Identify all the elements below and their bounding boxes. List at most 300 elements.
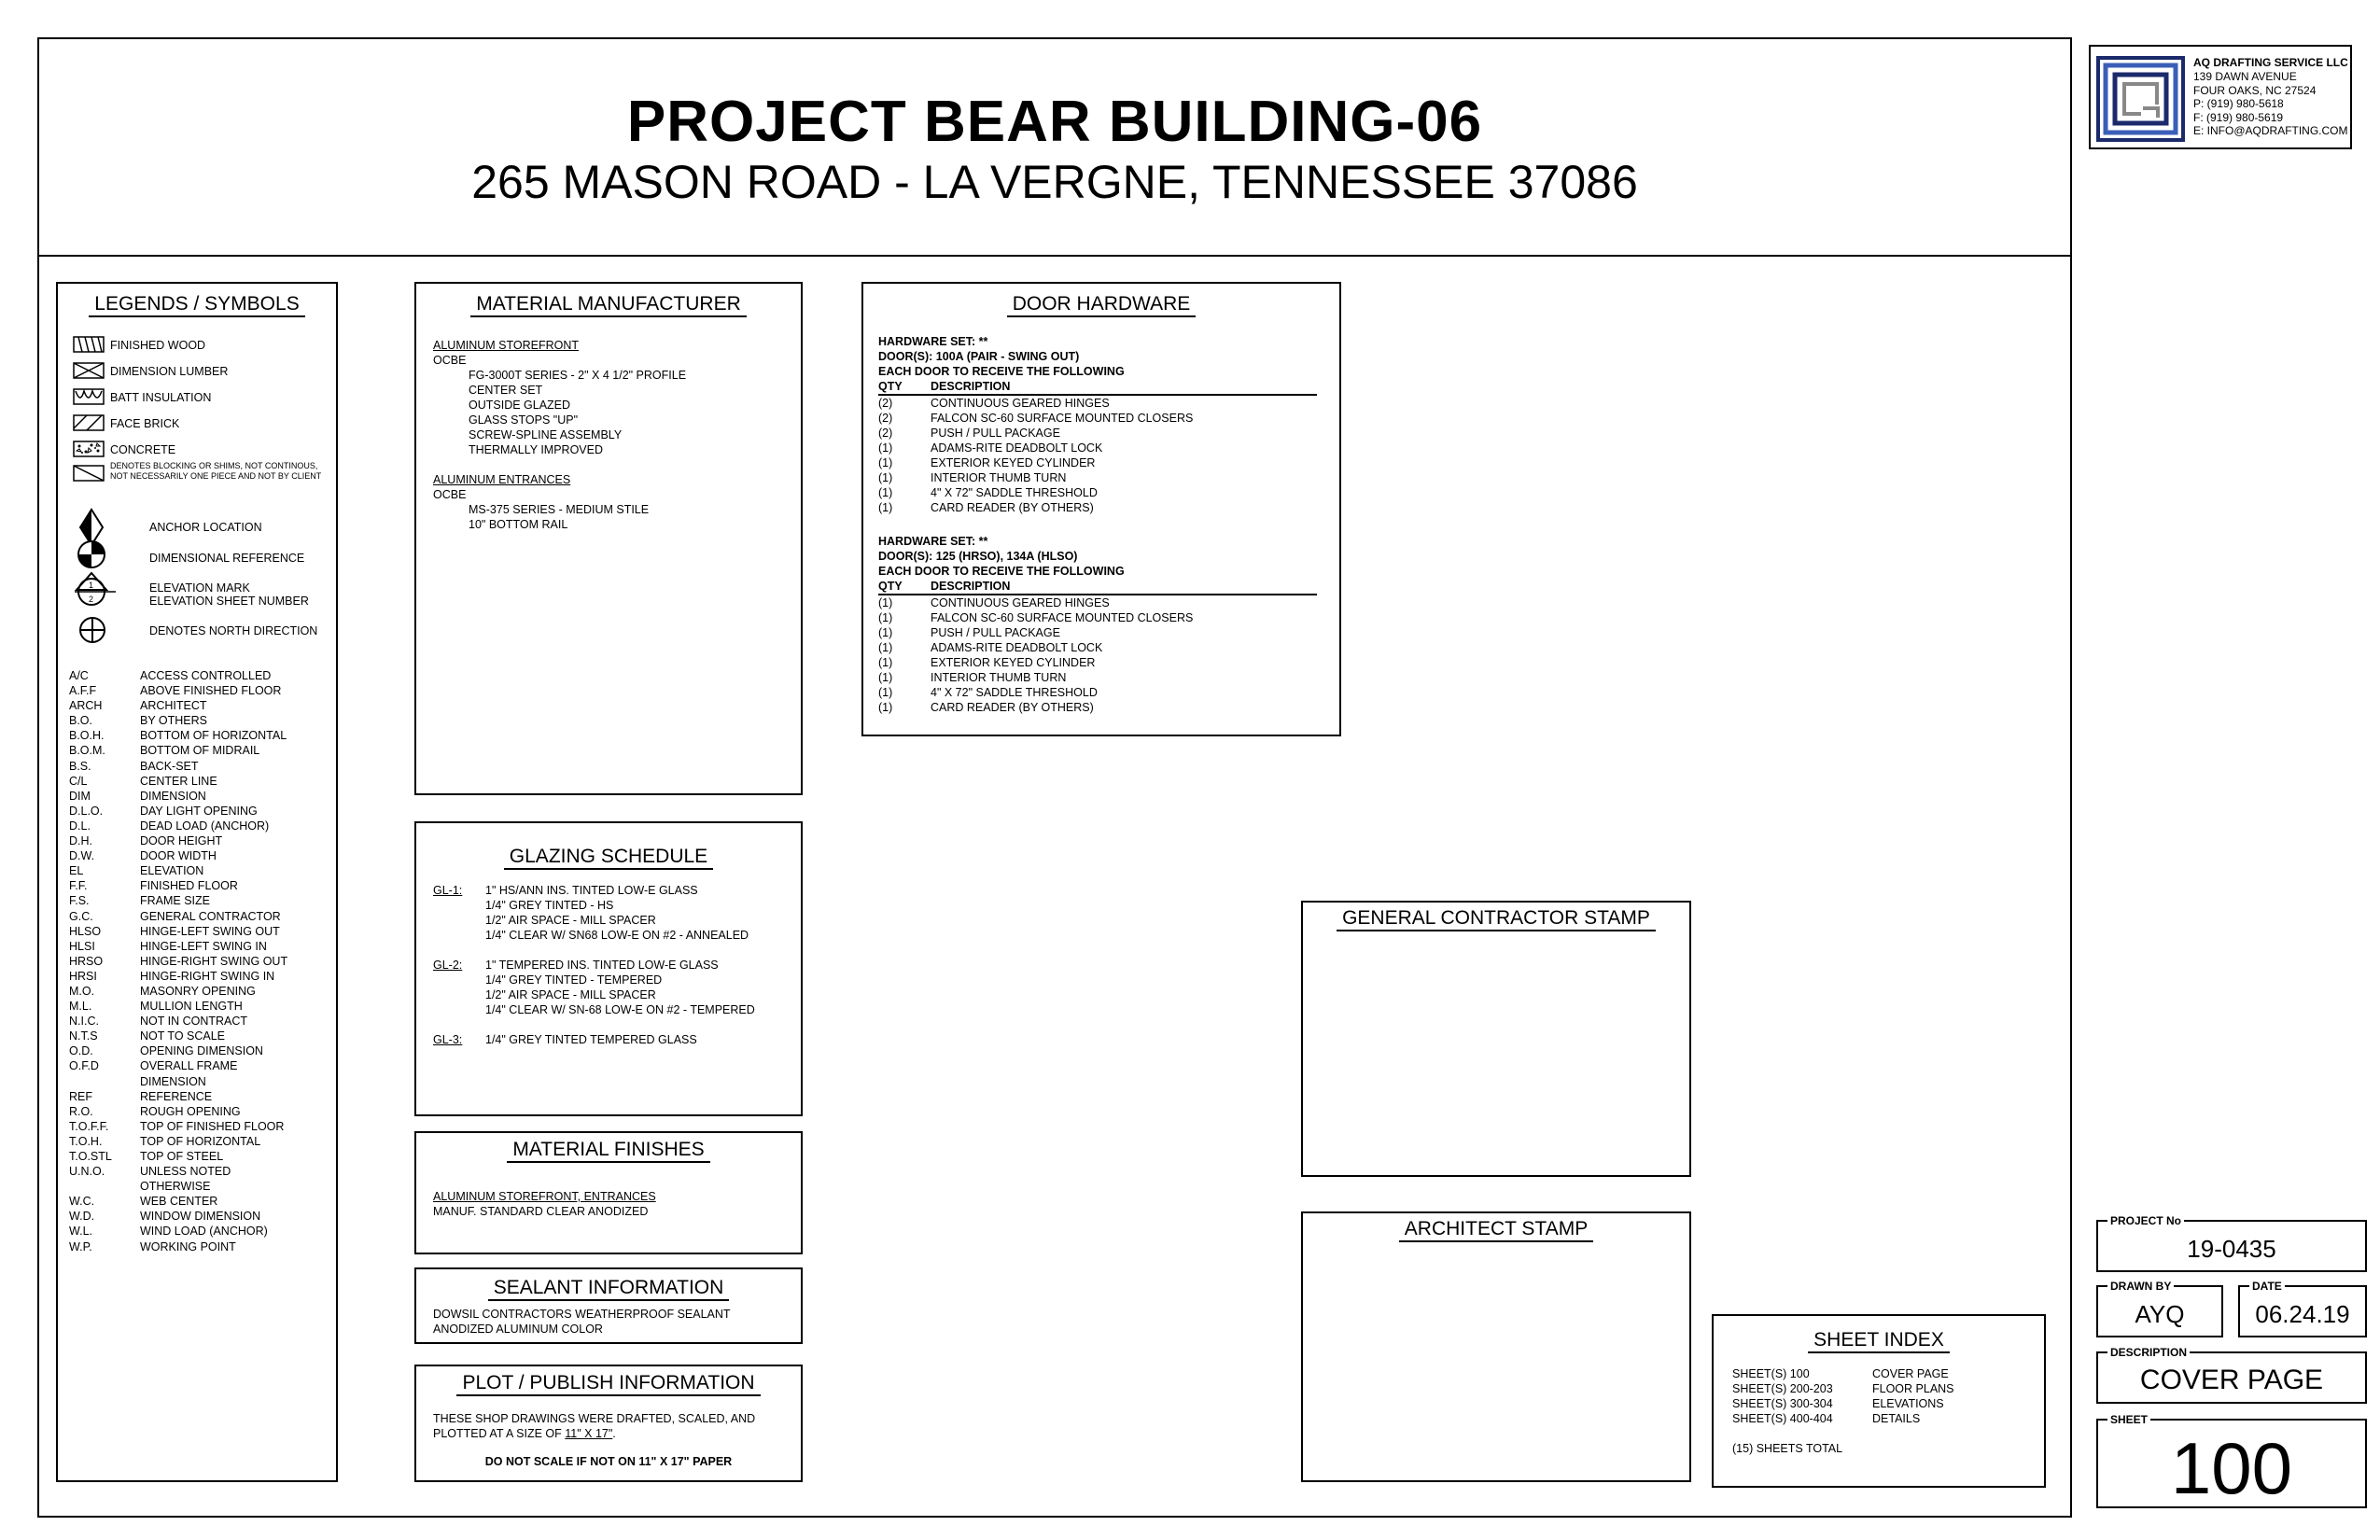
storefront-item: THERMALLY IMPROVED — [469, 443, 604, 456]
abbreviation-meaning: HINGE-RIGHT SWING IN — [140, 969, 275, 983]
abbreviation-row — [69, 1149, 335, 1164]
abbreviation-row — [69, 1043, 335, 1058]
glazing-item — [433, 883, 797, 943]
legends-panel — [56, 282, 338, 1482]
gc-stamp-heading: GENERAL CONTRACTOR STAMP — [1337, 907, 1656, 931]
abbreviation-meaning: TOP OF FINISHED FLOOR — [140, 1119, 285, 1133]
hardware-doors: DOOR(S): 100A (PAIR - SWING OUT) — [878, 350, 1080, 363]
sheet-index-total: (15) SHEETS TOTAL — [1732, 1442, 1843, 1455]
hardware-description: 4" X 72" SADDLE THRESHOLD — [931, 486, 1098, 499]
glazing-code: GL-3: — [433, 1033, 463, 1046]
hardware-item — [878, 455, 1326, 470]
abbreviation-code: U.N.O. — [69, 1165, 105, 1179]
abbreviation-code: D.L.O. — [69, 804, 104, 818]
hardware-set — [878, 534, 1326, 715]
abbreviation-code: A.F.F — [69, 684, 97, 698]
abbreviation-code: D.W. — [69, 849, 95, 863]
company-name: AQ DRAFTING SERVICE LLC — [2193, 56, 2348, 69]
dimensional-reference-icon — [77, 539, 106, 569]
plot-line1: THESE SHOP DRAWINGS WERE DRAFTED, SCALED, AND — [433, 1412, 756, 1425]
batt-insulation-icon — [73, 388, 105, 405]
glazing-item — [433, 958, 797, 1017]
abbreviation-row — [69, 848, 335, 863]
hardware-qty: (1) — [878, 641, 893, 654]
hardware-set — [878, 334, 1326, 515]
hardware-item — [878, 426, 1326, 441]
hardware-item — [878, 500, 1326, 515]
hardware-description: 4" X 72" SADDLE THRESHOLD — [931, 686, 1098, 699]
abbreviation-row — [69, 1104, 335, 1119]
hardware-each: EACH DOOR TO RECEIVE THE FOLLOWING — [878, 365, 1125, 378]
glazing-line: 1" TEMPERED INS. TINTED LOW-E GLASS — [485, 959, 719, 972]
abbreviation-row — [69, 833, 335, 848]
sheet-value: 100 — [2170, 1427, 2293, 1509]
abbreviation-code: B.O.M. — [69, 744, 105, 758]
hardware-item — [878, 610, 1326, 625]
legend-blocking-note: DENOTES BLOCKING OR SHIMS, NOT CONTINOUS, NOT NECESSARILY ONE PIECE AND NOT BY CLIENT — [110, 461, 322, 481]
abbreviation-code: T.O.H. — [69, 1134, 103, 1148]
abbreviation-row — [69, 759, 335, 774]
project-address: 265 MASON ROAD - LA VERGNE, TENNESSEE 37086 — [471, 156, 1638, 208]
company-contact — [2193, 70, 2348, 138]
legend-concrete — [73, 441, 334, 461]
storefront-maker: OCBE — [433, 354, 467, 367]
abbreviation-meaning: HINGE-LEFT SWING IN — [140, 939, 267, 953]
abbreviation-meaning: DOOR WIDTH — [140, 849, 217, 863]
hardware-qty: (1) — [878, 626, 893, 639]
glazing-line: 1/2" AIR SPACE - MILL SPACER — [485, 988, 656, 1001]
abbreviation-meaning: OTHERWISE — [140, 1180, 211, 1194]
abbreviation-row — [69, 819, 335, 833]
storefront-item: OUTSIDE GLAZED — [469, 399, 571, 412]
hardware-description: FALCON SC-60 SURFACE MOUNTED CLOSERS — [931, 611, 1194, 624]
svg-text:2: 2 — [89, 595, 94, 604]
glazing-line: 1/4" CLEAR W/ SN-68 LOW-E ON #2 - TEMPERED — [485, 1003, 755, 1016]
drawn-by-label: DRAWN BY — [2107, 1280, 2174, 1293]
hardware-qty: (2) — [878, 397, 893, 410]
abbreviation-row — [69, 1194, 335, 1209]
hardware-description: INTERIOR THUMB TURN — [931, 671, 1067, 684]
north-direction-icon — [78, 616, 106, 644]
svg-text:1: 1 — [89, 581, 94, 590]
description-label: DESCRIPTION — [2107, 1346, 2190, 1359]
abbreviation-meaning: DAY LIGHT OPENING — [140, 804, 258, 818]
glazing-code: GL-2: — [433, 959, 463, 972]
sheet-range: SHEET(S) 200-203 — [1732, 1382, 1833, 1395]
abbreviation-meaning: HINGE-RIGHT SWING OUT — [140, 954, 288, 968]
legend-batt-insulation — [73, 388, 334, 414]
entrances-label: ALUMINUM ENTRANCES — [433, 473, 571, 486]
hardware-description: INTERIOR THUMB TURN — [931, 471, 1067, 484]
architect-stamp-panel — [1301, 1211, 1691, 1482]
company-line: E: INFO@AQDRAFTING.COM — [2193, 124, 2348, 137]
hardware-item — [878, 595, 1326, 610]
hardware-description: CARD READER (BY OTHERS) — [931, 501, 1094, 514]
sheet-title: COVER PAGE — [1872, 1367, 1949, 1380]
legend-dimref-label: DIMENSIONAL REFERENCE — [149, 552, 305, 565]
hardware-item — [878, 685, 1326, 700]
abbreviation-meaning: ABOVE FINISHED FLOOR — [140, 684, 282, 698]
sheet-title: FLOOR PLANS — [1872, 1382, 1954, 1395]
sheet-range: SHEET(S) 300-304 — [1732, 1397, 1833, 1410]
manufacturer-heading: MATERIAL MANUFACTURER — [470, 293, 747, 317]
abbreviation-row — [69, 999, 335, 1014]
abbreviation-code: HRSI — [69, 969, 97, 983]
abbreviation-code: T.O.F.F. — [69, 1119, 109, 1133]
abbreviation-meaning: NOT IN CONTRACT — [140, 1015, 248, 1029]
glazing-item — [433, 1032, 797, 1047]
abbreviation-code: N.I.C. — [69, 1015, 99, 1029]
hardware-description: PUSH / PULL PACKAGE — [931, 626, 1060, 639]
sheet-label: SHEET — [2107, 1413, 2150, 1426]
abbreviation-code: T.O.STL — [69, 1150, 112, 1163]
hardware-item — [878, 470, 1326, 485]
abbreviation-row — [69, 1089, 335, 1104]
company-line: FOUR OAKS, NC 27524 — [2193, 83, 2317, 97]
hardware-description: CONTINUOUS GEARED HINGES — [931, 596, 1110, 609]
abbreviation-list — [69, 668, 335, 1254]
face-brick-icon — [73, 414, 105, 431]
abbreviation-meaning: BOTTOM OF HORIZONTAL — [140, 729, 287, 743]
glazing-line: 1/4" GREY TINTED TEMPERED GLASS — [485, 1033, 697, 1046]
legend-face-brick — [73, 414, 334, 441]
abbreviation-row — [69, 909, 335, 924]
hardware-description: ADAMS-RITE DEADBOLT LOCK — [931, 441, 1103, 455]
sheet-title: DETAILS — [1872, 1412, 1921, 1425]
hardware-qty: (2) — [878, 427, 893, 440]
drawing-border — [37, 37, 2072, 1518]
concrete-icon — [73, 441, 105, 457]
abbreviation-meaning: FINISHED FLOOR — [140, 879, 238, 893]
storefront-item: SCREW-SPLINE ASSEMBLY — [469, 428, 623, 441]
abbreviation-code: N.T.S — [69, 1029, 98, 1043]
abbreviation-code: EL — [69, 864, 84, 878]
abbreviation-meaning: CENTER LINE — [140, 774, 217, 788]
abbreviation-row — [69, 954, 335, 969]
sheet-index-panel — [1712, 1314, 2046, 1488]
abbreviation-meaning: MASONRY OPENING — [140, 984, 256, 998]
abbreviation-meaning: UNLESS NOTED — [140, 1165, 231, 1179]
hardware-item — [878, 670, 1326, 685]
hardware-item — [878, 396, 1326, 411]
glazing-heading: GLAZING SCHEDULE — [504, 846, 713, 870]
abbreviation-code: HRSO — [69, 954, 104, 968]
glazing-lines — [433, 883, 797, 943]
abbreviation-meaning: MULLION LENGTH — [140, 1000, 243, 1014]
hardware-description: CARD READER (BY OTHERS) — [931, 701, 1094, 714]
sealant-heading: SEALANT INFORMATION — [488, 1277, 730, 1301]
hardware-qty: (1) — [878, 671, 893, 684]
hardware-doors: DOOR(S): 125 (HRSO), 134A (HLSO) — [878, 550, 1078, 563]
abbreviation-row — [69, 1058, 335, 1073]
legend-anchor-label: ANCHOR LOCATION — [149, 521, 262, 534]
abbreviation-row — [69, 1074, 335, 1089]
abbreviation-code: G.C. — [69, 909, 93, 923]
abbreviation-code: B.O. — [69, 714, 93, 728]
abbreviation-code: D.H. — [69, 834, 92, 848]
legend-label: DIMENSION LUMBER — [110, 365, 229, 378]
legend-elev-mark-label: ELEVATION MARK — [149, 581, 250, 595]
abbreviation-code: ARCH — [69, 699, 103, 713]
architect-stamp-heading: ARCHITECT STAMP — [1399, 1218, 1593, 1242]
glazing-code: GL-1: — [433, 884, 463, 897]
abbreviation-code: W.P. — [69, 1239, 92, 1253]
abbreviation-meaning: DIMENSION — [140, 789, 206, 803]
entrances-maker: OCBE — [433, 488, 467, 501]
abbreviation-row — [69, 1179, 335, 1194]
abbreviation-meaning: WORKING POINT — [140, 1239, 236, 1253]
hardware-qty: (1) — [878, 456, 893, 469]
abbreviation-meaning: BOTTOM OF MIDRAIL — [140, 744, 260, 758]
title-divider — [37, 255, 2072, 257]
sheet-index-list — [1732, 1366, 2040, 1426]
project-no-label: PROJECT No — [2107, 1214, 2184, 1227]
glazing-lines — [433, 1032, 797, 1047]
legend-blocking — [73, 461, 334, 493]
project-no-field — [2096, 1214, 2367, 1272]
description-header: DESCRIPTION — [931, 580, 1011, 593]
hardware-description: ADAMS-RITE DEADBOLT LOCK — [931, 641, 1103, 654]
abbreviation-row — [69, 1029, 335, 1043]
abbreviation-meaning: ACCESS CONTROLLED — [140, 669, 272, 682]
abbreviation-row — [69, 1164, 335, 1179]
drawn-by-value: AYQ — [2135, 1300, 2185, 1328]
abbreviation-code: C/L — [69, 774, 88, 788]
project-no-value: 19-0435 — [2187, 1235, 2276, 1263]
abbreviation-meaning: ARCHITECT — [140, 699, 207, 713]
sheet-index-heading: SHEET INDEX — [1808, 1329, 1950, 1353]
abbreviation-code: HLSO — [69, 924, 102, 938]
plot-size: 11" X 17" — [565, 1427, 613, 1440]
abbreviation-code: A/C — [69, 669, 89, 682]
abbreviation-row — [69, 1209, 335, 1224]
company-line: 139 DAWN AVENUE — [2193, 70, 2297, 83]
hardware-item — [878, 700, 1326, 715]
abbreviation-row — [69, 789, 335, 804]
sheet-index-row — [1732, 1411, 2040, 1426]
plot-period: . — [612, 1427, 616, 1440]
company-line: F: (919) 980-5619 — [2193, 110, 2284, 124]
abbreviation-code: W.C. — [69, 1195, 95, 1209]
abbreviation-row — [69, 713, 335, 728]
company-logo-icon — [2096, 56, 2185, 142]
abbreviation-code: DIM — [69, 789, 91, 803]
blocking-icon — [73, 465, 105, 482]
gc-stamp-panel — [1301, 901, 1691, 1177]
hardware-description: CONTINUOUS GEARED HINGES — [931, 397, 1110, 410]
legend-label: FACE BRICK — [110, 417, 180, 430]
hardware-qty: (1) — [878, 441, 893, 455]
hardware-heading: DOOR HARDWARE — [1007, 293, 1197, 317]
dimension-lumber-icon — [73, 362, 105, 379]
abbreviation-row — [69, 743, 335, 758]
abbreviation-row — [69, 878, 335, 893]
glazing-line: 1/4" GREY TINTED - HS — [485, 899, 614, 912]
abbreviation-code: D.L. — [69, 819, 91, 833]
abbreviation-code: W.L. — [69, 1225, 93, 1239]
hardware-qty: (1) — [878, 596, 893, 609]
hardware-description: PUSH / PULL PACKAGE — [931, 427, 1060, 440]
abbreviation-row — [69, 893, 335, 908]
hardware-header-row — [878, 579, 1317, 595]
plot-heading: PLOT / PUBLISH INFORMATION — [456, 1372, 760, 1396]
entrances-item: 10" BOTTOM RAIL — [469, 518, 568, 531]
abbreviation-row — [69, 1014, 335, 1029]
entrances-item: MS-375 SERIES - MEDIUM STILE — [469, 503, 650, 516]
abbreviation-code: O.F.D — [69, 1059, 99, 1073]
sealant-panel — [414, 1267, 803, 1344]
storefront-item: FG-3000T SERIES - 2" X 4 1/2" PROFILE — [469, 369, 687, 382]
abbreviation-row — [69, 924, 335, 939]
abbreviation-meaning: DIMENSION — [140, 1074, 206, 1088]
finishes-panel — [414, 1131, 803, 1254]
abbreviation-meaning: OPENING DIMENSION — [140, 1044, 263, 1058]
abbreviation-code: B.S. — [69, 759, 91, 773]
description-field — [2096, 1346, 2367, 1404]
abbreviation-meaning: GENERAL CONTRACTOR — [140, 909, 281, 923]
abbreviation-row — [69, 1239, 335, 1254]
sheet-index-row — [1732, 1381, 2040, 1396]
description-header: DESCRIPTION — [931, 380, 1011, 393]
plot-panel — [414, 1365, 803, 1482]
sealant-line: ANODIZED ALUMINUM COLOR — [433, 1323, 603, 1336]
abbreviation-meaning: HINGE-LEFT SWING OUT — [140, 924, 280, 938]
hardware-qty: (1) — [878, 486, 893, 499]
elevation-mark-icon — [71, 571, 118, 609]
abbreviation-meaning: WIND LOAD (ANCHOR) — [140, 1225, 268, 1239]
storefront-item: CENTER SET — [469, 384, 543, 397]
hardware-qty: (1) — [878, 701, 893, 714]
finishes-label: ALUMINUM STOREFRONT, ENTRANCES — [433, 1190, 656, 1203]
abbreviation-row — [69, 683, 335, 698]
drawn-by-field — [2096, 1280, 2223, 1337]
abbreviation-meaning: ROUGH OPENING — [140, 1104, 241, 1118]
abbreviation-row — [69, 804, 335, 819]
abbreviation-row — [69, 774, 335, 789]
hardware-item — [878, 485, 1326, 500]
hardware-qty: (1) — [878, 471, 893, 484]
abbreviation-meaning: TOP OF STEEL — [140, 1150, 224, 1163]
abbreviation-code: O.D. — [69, 1044, 93, 1058]
abbreviation-row — [69, 863, 335, 878]
hardware-qty: (1) — [878, 686, 893, 699]
hardware-item — [878, 625, 1326, 640]
glazing-panel — [414, 821, 803, 1116]
glazing-line: 1/2" AIR SPACE - MILL SPACER — [485, 914, 656, 927]
abbreviation-meaning: NOT TO SCALE — [140, 1029, 226, 1043]
storefront-label: ALUMINUM STOREFRONT — [433, 339, 580, 352]
project-title: PROJECT BEAR BUILDING-06 — [626, 90, 1483, 154]
glazing-list — [433, 883, 797, 1062]
legend-label: BATT INSULATION — [110, 391, 212, 404]
finished-wood-icon — [73, 336, 105, 353]
sheet-index-row — [1732, 1396, 2040, 1411]
manufacturer-panel — [414, 282, 803, 795]
sealant-line: DOWSIL CONTRACTORS WEATHERPROOF SEALANT — [433, 1308, 731, 1321]
sheet-range: SHEET(S) 400-404 — [1732, 1412, 1833, 1425]
abbreviation-row — [69, 668, 335, 683]
abbreviation-code: REF — [69, 1089, 92, 1103]
hardware-set-label: HARDWARE SET: ** — [878, 335, 988, 348]
legend-label: FINISHED WOOD — [110, 339, 206, 352]
finishes-heading: MATERIAL FINISHES — [507, 1139, 709, 1163]
legend-elev-sheet-label: ELEVATION SHEET NUMBER — [149, 595, 309, 608]
company-line: P: (919) 980-5618 — [2193, 97, 2284, 110]
hardware-description: EXTERIOR KEYED CYLINDER — [931, 656, 1096, 669]
legend-label: CONCRETE — [110, 443, 176, 456]
abbreviation-code: W.D. — [69, 1210, 95, 1224]
abbreviation-meaning: DEAD LOAD (ANCHOR) — [140, 819, 270, 833]
abbreviation-meaning: DOOR HEIGHT — [140, 834, 223, 848]
date-value: 06.24.19 — [2255, 1300, 2350, 1328]
hardware-qty: (1) — [878, 611, 893, 624]
abbreviation-row — [69, 969, 335, 984]
abbreviation-code: M.O. — [69, 984, 95, 998]
legend-finished-wood — [73, 336, 334, 362]
hardware-item — [878, 640, 1326, 655]
abbreviation-code: F.S. — [69, 894, 90, 908]
abbreviation-code: B.O.H. — [69, 729, 105, 743]
abbreviation-code: F.F. — [69, 879, 88, 893]
abbreviation-code: R.O. — [69, 1104, 93, 1118]
abbreviation-row — [69, 698, 335, 713]
glazing-lines — [433, 958, 797, 1017]
abbreviation-code: HLSI — [69, 939, 95, 953]
abbreviation-meaning: FRAME SIZE — [140, 894, 211, 908]
hardware-sets — [878, 329, 1326, 715]
hardware-set-label: HARDWARE SET: ** — [878, 535, 988, 548]
abbreviation-meaning: REFERENCE — [140, 1089, 213, 1103]
door-hardware-panel — [861, 282, 1341, 736]
abbreviation-meaning: WINDOW DIMENSION — [140, 1210, 261, 1224]
abbreviation-meaning: WEB CENTER — [140, 1195, 218, 1209]
hardware-item — [878, 655, 1326, 670]
abbreviation-meaning: ELEVATION — [140, 864, 204, 878]
hardware-item — [878, 411, 1326, 426]
plot-line2: PLOTTED AT A SIZE OF — [433, 1427, 566, 1440]
company-block — [2089, 45, 2352, 149]
abbreviation-meaning: OVERALL FRAME — [140, 1059, 238, 1073]
abbreviation-code: M.L. — [69, 1000, 92, 1014]
glazing-line: 1" HS/ANN INS. TINTED LOW-E GLASS — [485, 884, 698, 897]
qty-header: QTY — [878, 580, 903, 593]
abbreviation-meaning: BACK-SET — [140, 759, 199, 773]
abbreviation-row — [69, 1119, 335, 1134]
legend-north-label: DENOTES NORTH DIRECTION — [149, 624, 318, 637]
abbreviation-row — [69, 728, 335, 743]
abbreviation-row — [69, 1224, 335, 1239]
abbreviation-meaning: TOP OF HORIZONTAL — [140, 1134, 261, 1148]
abbreviation-row — [69, 984, 335, 999]
glazing-line: 1/4" CLEAR W/ SN68 LOW-E ON #2 - ANNEALED — [485, 929, 749, 942]
legends-heading: LEGENDS / SYMBOLS — [89, 293, 304, 317]
hardware-header-row — [878, 379, 1317, 396]
hardware-description: EXTERIOR KEYED CYLINDER — [931, 456, 1096, 469]
hardware-qty: (2) — [878, 412, 893, 425]
sheet-field — [2096, 1413, 2367, 1509]
abbreviation-row — [69, 939, 335, 954]
qty-header: QTY — [878, 380, 903, 393]
hardware-each: EACH DOOR TO RECEIVE THE FOLLOWING — [878, 565, 1125, 578]
hardware-qty: (1) — [878, 656, 893, 669]
date-field — [2238, 1280, 2367, 1337]
finishes-value: MANUF. STANDARD CLEAR ANODIZED — [433, 1205, 649, 1218]
sheet-title: ELEVATIONS — [1872, 1397, 1944, 1410]
abbreviation-row — [69, 1134, 335, 1149]
glazing-line: 1/4" GREY TINTED - TEMPERED — [485, 973, 663, 987]
plot-warning: DO NOT SCALE IF NOT ON 11" X 17" PAPER — [484, 1455, 733, 1468]
sheet-range: SHEET(S) 100 — [1732, 1367, 1810, 1380]
